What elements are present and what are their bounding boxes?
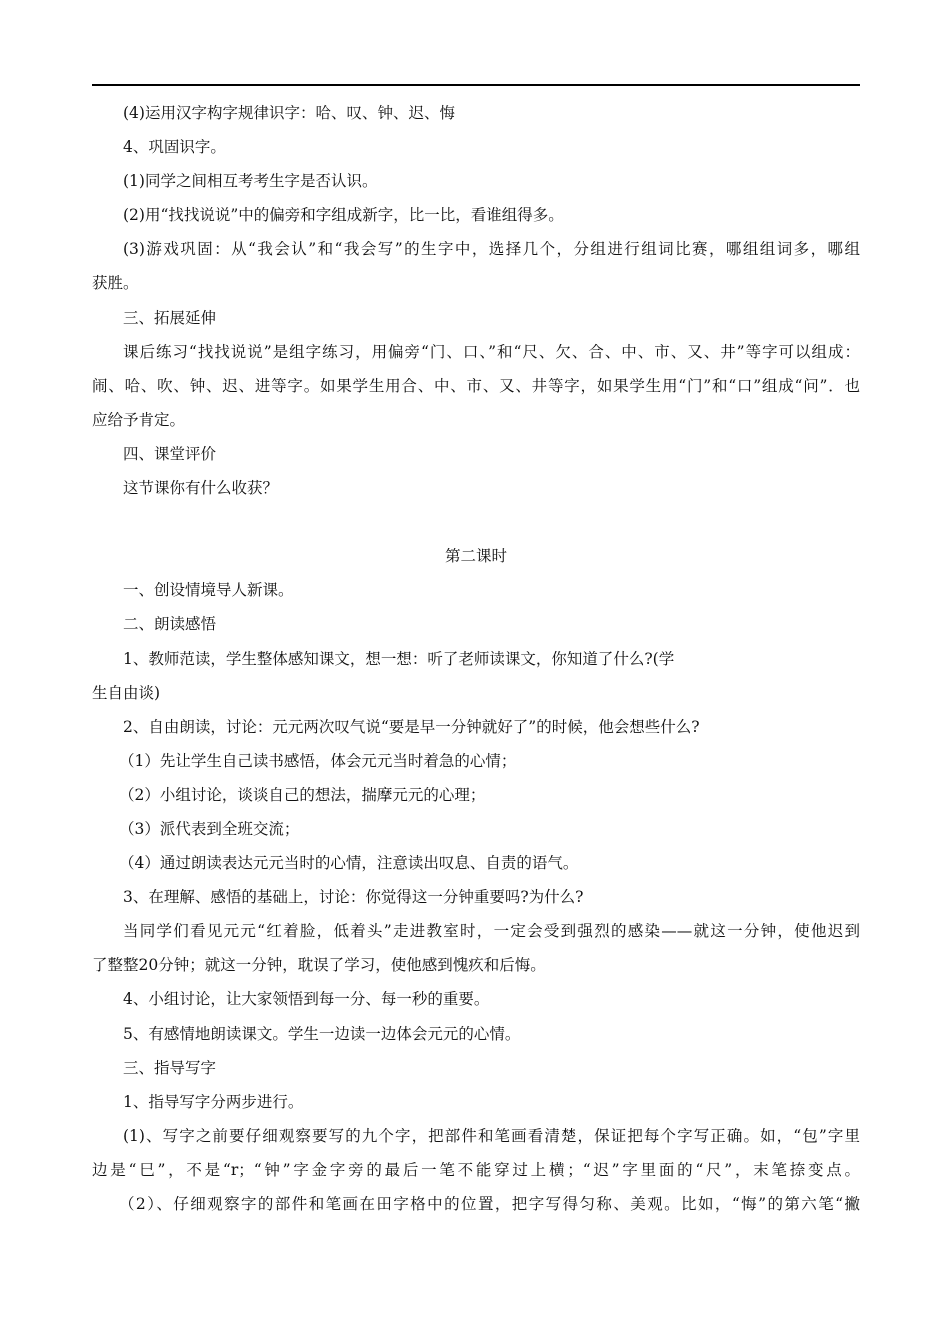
paragraph-line: 获胜。	[92, 274, 139, 293]
section-heading: 四、课堂评价	[123, 444, 217, 463]
paragraph-line: 4、小组讨论，让大家领悟到每一分、每一秒的重要。	[123, 990, 490, 1009]
list-item: （1）先让学生自己读书感悟，体会元元当时着急的心情；	[119, 751, 517, 770]
paragraph-line: 边是“巳”，不是“r；“钟”字金字旁的最后一笔不能穿过上横；“迟”字里面的“尺”，末笔捺变点。	[92, 1160, 860, 1179]
paragraph-line: 这节课你有什么收获？	[123, 479, 279, 498]
lesson-title: 第二课时	[444, 547, 507, 566]
paragraph-line: 1、教师范读，学生整体感知课文，想一想：听了老师读课文，你知道了什么?(学	[123, 649, 675, 668]
document-body	[92, 96, 860, 1221]
paragraph-line: (1)、写字之前要仔细观察要写的九个字，把部件和笔画看清楚，保证把每个字写正确。如，“包”字里	[123, 1126, 860, 1145]
section-heading: 三、指导写字	[123, 1058, 217, 1077]
list-item: （4）通过朗读表达元元当时的心情，注意读出叹息、自责的语气。	[119, 854, 579, 873]
paragraph-line: (4)运用汉字构字规律识字：哈、叹、钟、迟、悔	[123, 104, 455, 122]
paragraph-line: 5、有感情地朗读课文。学生一边读一边体会元元的心情。	[123, 1024, 521, 1043]
paragraph-line: (3)游戏巩固：从“我会认”和“我会写”的生字中，选择几个，分组进行组词比赛，哪组组词多，哪组	[123, 240, 860, 259]
paragraph-line: 应给予肯定。	[92, 410, 186, 429]
paragraph-line: 了整整20分钟；就这一分钟，耽误了学习，使他感到愧疚和后悔。	[92, 956, 546, 975]
paragraph-line: 生自由谈)	[92, 683, 161, 702]
paragraph-line: (2)用“找找说说”中的偏旁和字组成新字，比一比，看谁组得多。	[123, 206, 564, 225]
section-item: 4、巩固识字。	[123, 138, 226, 157]
paragraph-line: 2、自由朗读，讨论：元元两次叹气说“要是早一分钟就好了”的时候，他会想些什么?	[123, 717, 700, 736]
paragraph-line: 当同学们看见元元“红着脸，低着头”走进教室时，一定会受到强烈的感染——就这一分钟，使他迟到	[123, 922, 860, 941]
paragraph-line: 闹、哈、吹、钟、迟、进等字。如果学生用合、中、市、又、井等字，如果学生用“门”和“口”组成“问”．也	[92, 376, 860, 395]
paragraph-line: 课后练习“找找说说”是组字练习，用偏旁“门、口、”和“尺、欠、合、中、市、又、井”等字可以组成：	[123, 342, 860, 361]
paragraph-line: 1、指导写字分两步进行。	[123, 1092, 304, 1111]
paragraph-line: (1)同学之间相互考考生字是否认识。	[123, 172, 378, 191]
paragraph-line: （2）、仔细观察字的部件和笔画在田字格中的位置，把字写得匀称、美观。比如，“悔”的第六笔“撇	[119, 1195, 860, 1213]
paragraph-line: 3、在理解、感悟的基础上，讨论：你觉得这一分钟重要吗?为什么?	[123, 888, 584, 907]
section-heading: 三、拓展延伸	[123, 308, 217, 327]
list-item: （2）小组讨论，谈谈自己的想法，揣摩元元的心理；	[119, 785, 486, 804]
list-item: （3）派代表到全班交流；	[119, 819, 300, 838]
section-heading: 二、朗读感悟	[123, 615, 217, 634]
section-heading: 一、创设情境导人新课。	[123, 581, 294, 600]
header-rule	[92, 84, 860, 86]
blank-line	[92, 505, 860, 539]
